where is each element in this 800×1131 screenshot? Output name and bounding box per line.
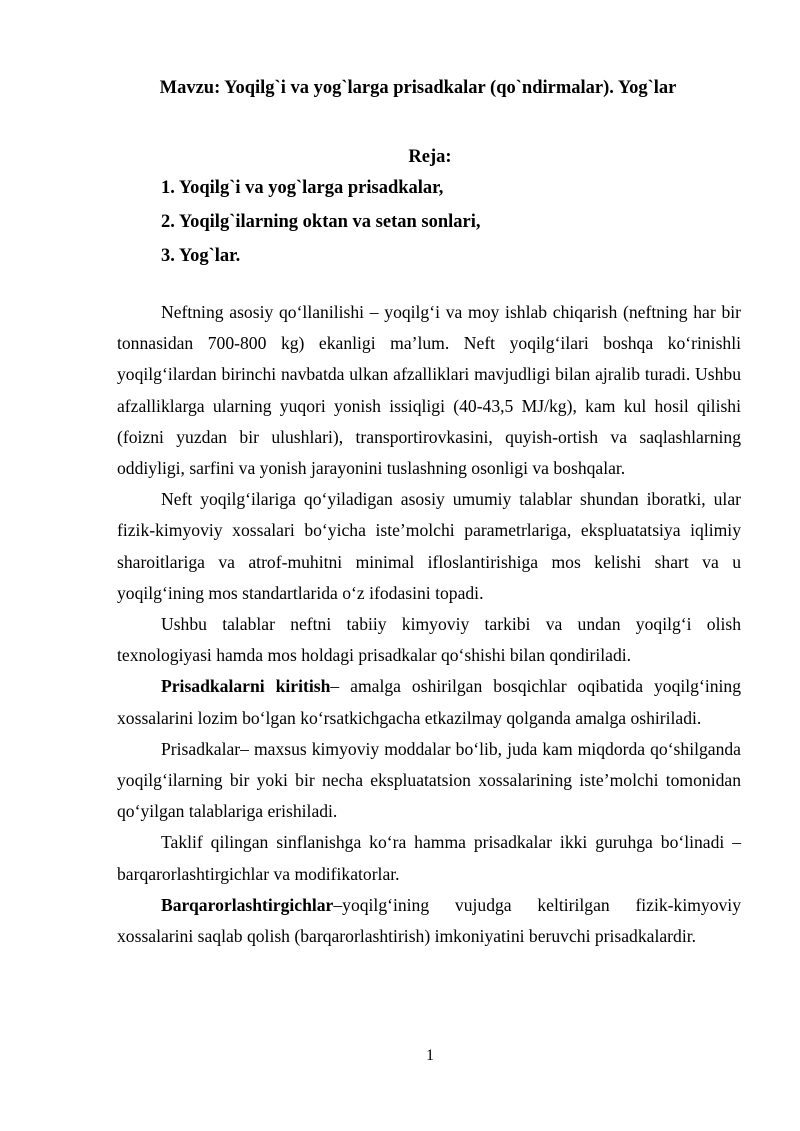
paragraph-text: Prisadkalar– maxsus kimyoviy moddalar bo‘lib, juda kam miqdorda qo‘shilganda yoqilg‘ilarning bir yoki bir necha ekspluatatsion xossalarining iste’molchi tomonidan qo‘yilgan talablariga erishiladi. <box>117 738 741 822</box>
paragraph-text: Ushbu talablar neftni tabiiy kimyoviy tarkibi va undan yoqilg‘i olish texnologiyasi hamda mos holdagi prisadkalar qo‘shishi bilan qondiriladi. <box>117 614 741 666</box>
plan-item: 2. Yoqilg`ilarning oktan va setan sonlari, <box>161 212 481 232</box>
paragraph <box>117 484 741 609</box>
paragraph <box>117 671 741 733</box>
plan-item: 1. Yoqilg`i va yog`larga prisadkalar, <box>161 178 444 198</box>
paragraph-text: Neftning asosiy qo‘llanilishi – yoqilg‘i va moy ishlab chiqarish (neftning har bir tonnasidan 700-800 kg) ekanligi ma’lum. Neft yoqilg‘ilari boshqa ko‘rinishli yoqilg‘ilardan birinchi navbatda ulkan afzalliklari mavjudligi bilan ajralib turadi. Ushbu afzalliklarga ularning yuqori yonish issiqligi (40-43,5 MJ/kg), kam kul hosil qilishi (foizni yuzdan bir ulushlari), transportirovkasini, quyish-ortish va saqlashlarning oddiyligi, sarfini va yonish jarayonini tuslashning osonligi va boshqalar. <box>117 302 741 479</box>
plan-heading: Reja: <box>408 147 452 167</box>
paragraph <box>117 734 741 828</box>
paragraph-text: Neft yoqilg‘ilariga qo‘yiladigan asosiy umumiy talablar shundan iboratki, ular fizik-kimyoviy xossalari bo‘yicha iste’molchi parametrlariga, ekspluatatsiya iqlimiy sharoitlariga va atrof-muhitni minimal ifloslantirishiga mos kelishi shart va u yoqilg‘ining mos standartlarida o‘z ifodasini topadi. <box>117 489 741 603</box>
plan-item: 3. Yog`lar. <box>161 246 241 266</box>
paragraph-bold: Barqarorlashtirgichlar <box>161 894 334 915</box>
paragraph <box>117 827 741 889</box>
paragraph-text: –yoqilg‘ining vujudga keltirilgan fizik-kimyoviy xossalarini saqlab qolish (barqarorlashtirish) imkoniyatini beruvchi prisadkalardir. <box>117 894 741 947</box>
paragraph <box>117 609 741 671</box>
paragraph-bold: Prisadkalarni kiritish <box>161 676 331 697</box>
page-number: 1 <box>426 1047 434 1064</box>
paragraph <box>117 890 741 952</box>
paragraph-text: Taklif qilingan sinflanishga ko‘ra hamma prisadkalar ikki guruhga bo‘linadi – barqarorlashtirgichlar va modifikatorlar. <box>117 832 741 884</box>
paragraph-text: – amalga oshirilgan bosqichlar oqibatida yoqilg‘ining xossalarini lozim bo‘lgan ko‘rsatkichgacha etkazilmay qolganda amalga oshiriladi. <box>117 676 741 728</box>
document-title: Mavzu: Yoqilg`i va yog`larga prisadkalar (qo`ndirmalar). Yog`lar <box>159 78 677 98</box>
paragraph <box>117 297 741 484</box>
body-text <box>117 297 741 952</box>
